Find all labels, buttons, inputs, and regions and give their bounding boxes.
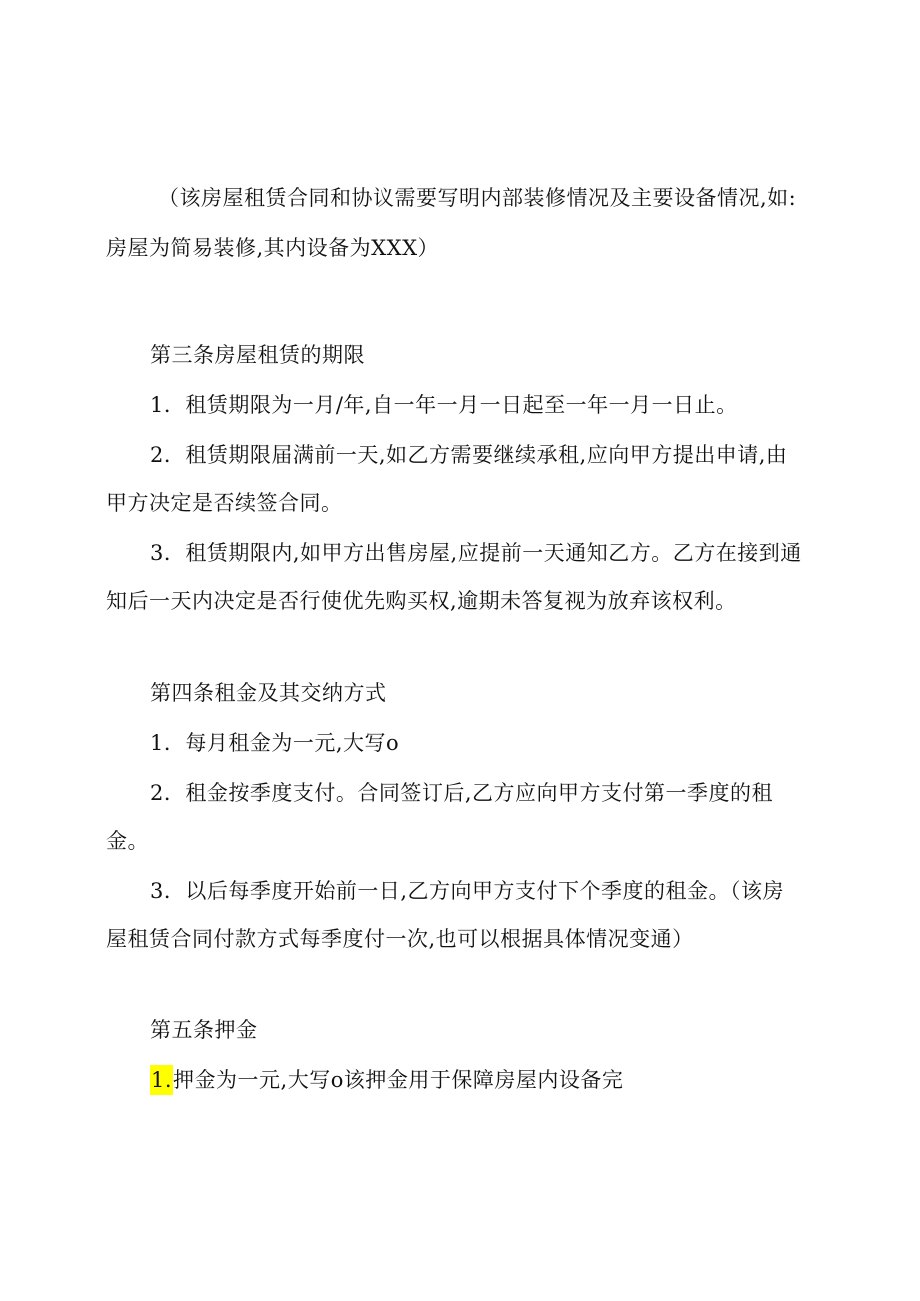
article-4-item-3-line-1: 3．以后每季度开始前一日,乙方向甲方支付下个季度的租金。（该房 [150, 879, 785, 903]
article-5-title: 第五条押金 [150, 1018, 258, 1042]
article-4-item-2-line-1: 2．租金按季度支付。合同签订后,乙方应向甲方支付第一季度的租 [150, 781, 774, 805]
article-4-item-2-line-2: 金。 [106, 829, 149, 853]
article-3-title: 第三条房屋租赁的期限 [150, 343, 365, 367]
article-3-item-3-line-1: 3．租赁期限内,如甲方出售房屋,应提前一天通知乙方。乙方在接到通 [150, 541, 802, 565]
article-4-title: 第四条租金及其交纳方式 [150, 681, 387, 705]
article-5-item-1 [150, 1065, 623, 1095]
article-3-item-2-line-2: 甲方决定是否续签合同。 [106, 491, 343, 515]
intro-line-1: （该房屋租赁合同和协议需要写明内部装修情况及主要设备情况,如: [158, 186, 797, 210]
article-4-item-3-line-2: 屋租赁合同付款方式每季度付一次,也可以根据具体情况变通） [106, 927, 694, 951]
article-3-item-3-line-2: 知后一天内决定是否行使优先购买权,逾期未答复视为放弃该权利。 [106, 589, 737, 613]
item-number-highlight: 1. [150, 1065, 173, 1095]
article-5-item-1-text: 押金为一元,大写o该押金用于保障房屋内设备完 [173, 1068, 624, 1092]
article-4-item-1: 1．每月租金为一元,大写o [150, 731, 400, 755]
intro-line-2: 房屋为简易装修,其内设备为XXX） [106, 236, 440, 260]
article-3-item-1: 1．租赁期限为一月/年,自一年一月一日起至一年一月一日止。 [150, 393, 738, 417]
article-3-item-2-line-1: 2．租赁期限届满前一天,如乙方需要继续承租,应向甲方提出申请,由 [150, 443, 788, 467]
